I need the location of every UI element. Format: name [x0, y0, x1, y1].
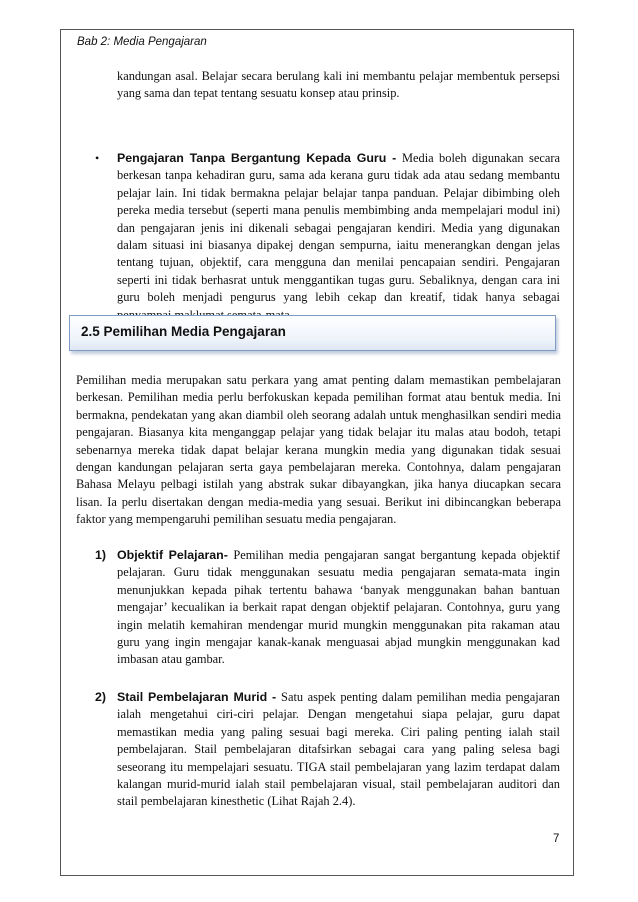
- factor-lead: Objektif Pelajaran-: [117, 548, 234, 562]
- section-intro-paragraph: Pemilihan media merupakan satu perkara yang amat penting dalam memastikan pembelajaran berkesan. Pemilihan media perlu berfokuskan kepada pemilihan format atau bentuk media. Ini bermakna, pendekatan yang akan diambil oleh seorang adalah untuk menghasilkan sendiri media pengajaran. Biasanya kita menganggap pelajar yang tidak belajar itu malas atau bodoh, tetapi sebenarnya mereka tidak dapat belajar kerana mungkin media yang digunakan tidak sesuai dengan kandungan pelajaran serta gaya pembelajaran mereka. Contohnya, dalam pengajaran Bahasa Melayu pelbagi istilah yang abstrak sukar dibayangkan, jika hanya diucapkan secara lisan. Ia perlu disertakan dengan media-media yang sesuai. Berikut ini dibincangkan beberapa faktor yang mempengaruhi pemilihan sesuatu media pengajaran.: [76, 373, 561, 527]
- bullet-body: Media boleh digunakan secara berkesan tanpa kehadiran guru, sama ada kerana guru tidak ada atau sedang membantu pelajar lain. Ini tidak bermakna pelajar belajar tanpa panduan. Pelajar dibimbing oleh pereka media tersebut (seperti mana penulis membimbing anda mempelajari modul ini) dan pengajaran jenis ini dikenali sebagai pengajaran kendiri. Media yang digunakan dalam situasi ini biasanya dipakej dengan sempurna, iaitu menerangkan dengan jelas tentang tujuan, objektif, cara mengguna dan menilai pencapaian sendiri. Pengajaran seperti ini tidak berhasrat untuk menggantikan tugas guru. Sebaliknya, dengan cara ini guru boleh menjadi pengurus yang lebih cekap dan kreatif, tidak hanya sebagai: [117, 151, 560, 305]
- bullet-paragraph: [117, 150, 560, 324]
- bullet-item: [95, 150, 560, 324]
- factor-item-1: [95, 547, 560, 669]
- section-heading-box: [69, 315, 556, 351]
- factor-paragraph: [117, 689, 560, 811]
- section-heading: 2.5 Pemilihan Media Pengajaran: [81, 324, 286, 339]
- factor-paragraph: [117, 547, 560, 669]
- continuation-paragraph: kandungan asal. Belajar secara berulang kali ini membantu pelajar membentuk persepsi yang sama dan tepat tentang sesuatu konsep atau prinsip.: [117, 69, 560, 101]
- bullet-marker: •: [95, 151, 100, 165]
- factor-item-2: [95, 689, 560, 811]
- page-number: 7: [553, 833, 560, 845]
- factor-lead: Stail Pembelajaran Murid -: [117, 690, 282, 704]
- running-header: Bab 2: Media Pengajaran: [77, 36, 207, 48]
- bullet-lead: Pengajaran Tanpa Bergantung Kepada Guru -: [117, 151, 402, 165]
- factor-number: 2): [95, 690, 107, 704]
- factor-body: Satu aspek penting dalam pemilihan media pengajaran ialah mengetahui ciri-ciri pelajar. Dengan mengetahui siapa pelajar, guru dapat memastikan media yang paling sesuai bagi mereka. Ciri paling penting ialah stail pembelajaran. Stail pembelajaran ditafsirkan sebagai cara yang paling selesa bagi seseorang itu mempelajari sesuatu. TIGA stail pembelajaran yang lazim terdapat dalam kalangan murid-murid ialah stail pembelajaran visual, stail pembelajaran auditori dan stail pembelajaran kinesthetic (Lihat Rajah 2.4).: [117, 690, 560, 809]
- factor-number: 1): [95, 548, 107, 562]
- factor-body: Pemilihan media pengajaran sangat bergantung kepada objektif pelajaran. Guru tidak menggunakan sesuatu media pengajaran semata-mata ingin menunjukkan kepada pihak tertentu bahawa ‘banyak menggunakan bahan bantuan mengajar’ kecualikan ia berkait rapat dengan objektif pelajaran. Contohnya, guru yang ingin melatih kemahiran mendengar murid mungkin menggunakan pita rakaman atau guru yang ingin mengajar kanak-kanak menguasai abjad mungkin menggunakan kad imbasan atau gambar.: [117, 548, 560, 667]
